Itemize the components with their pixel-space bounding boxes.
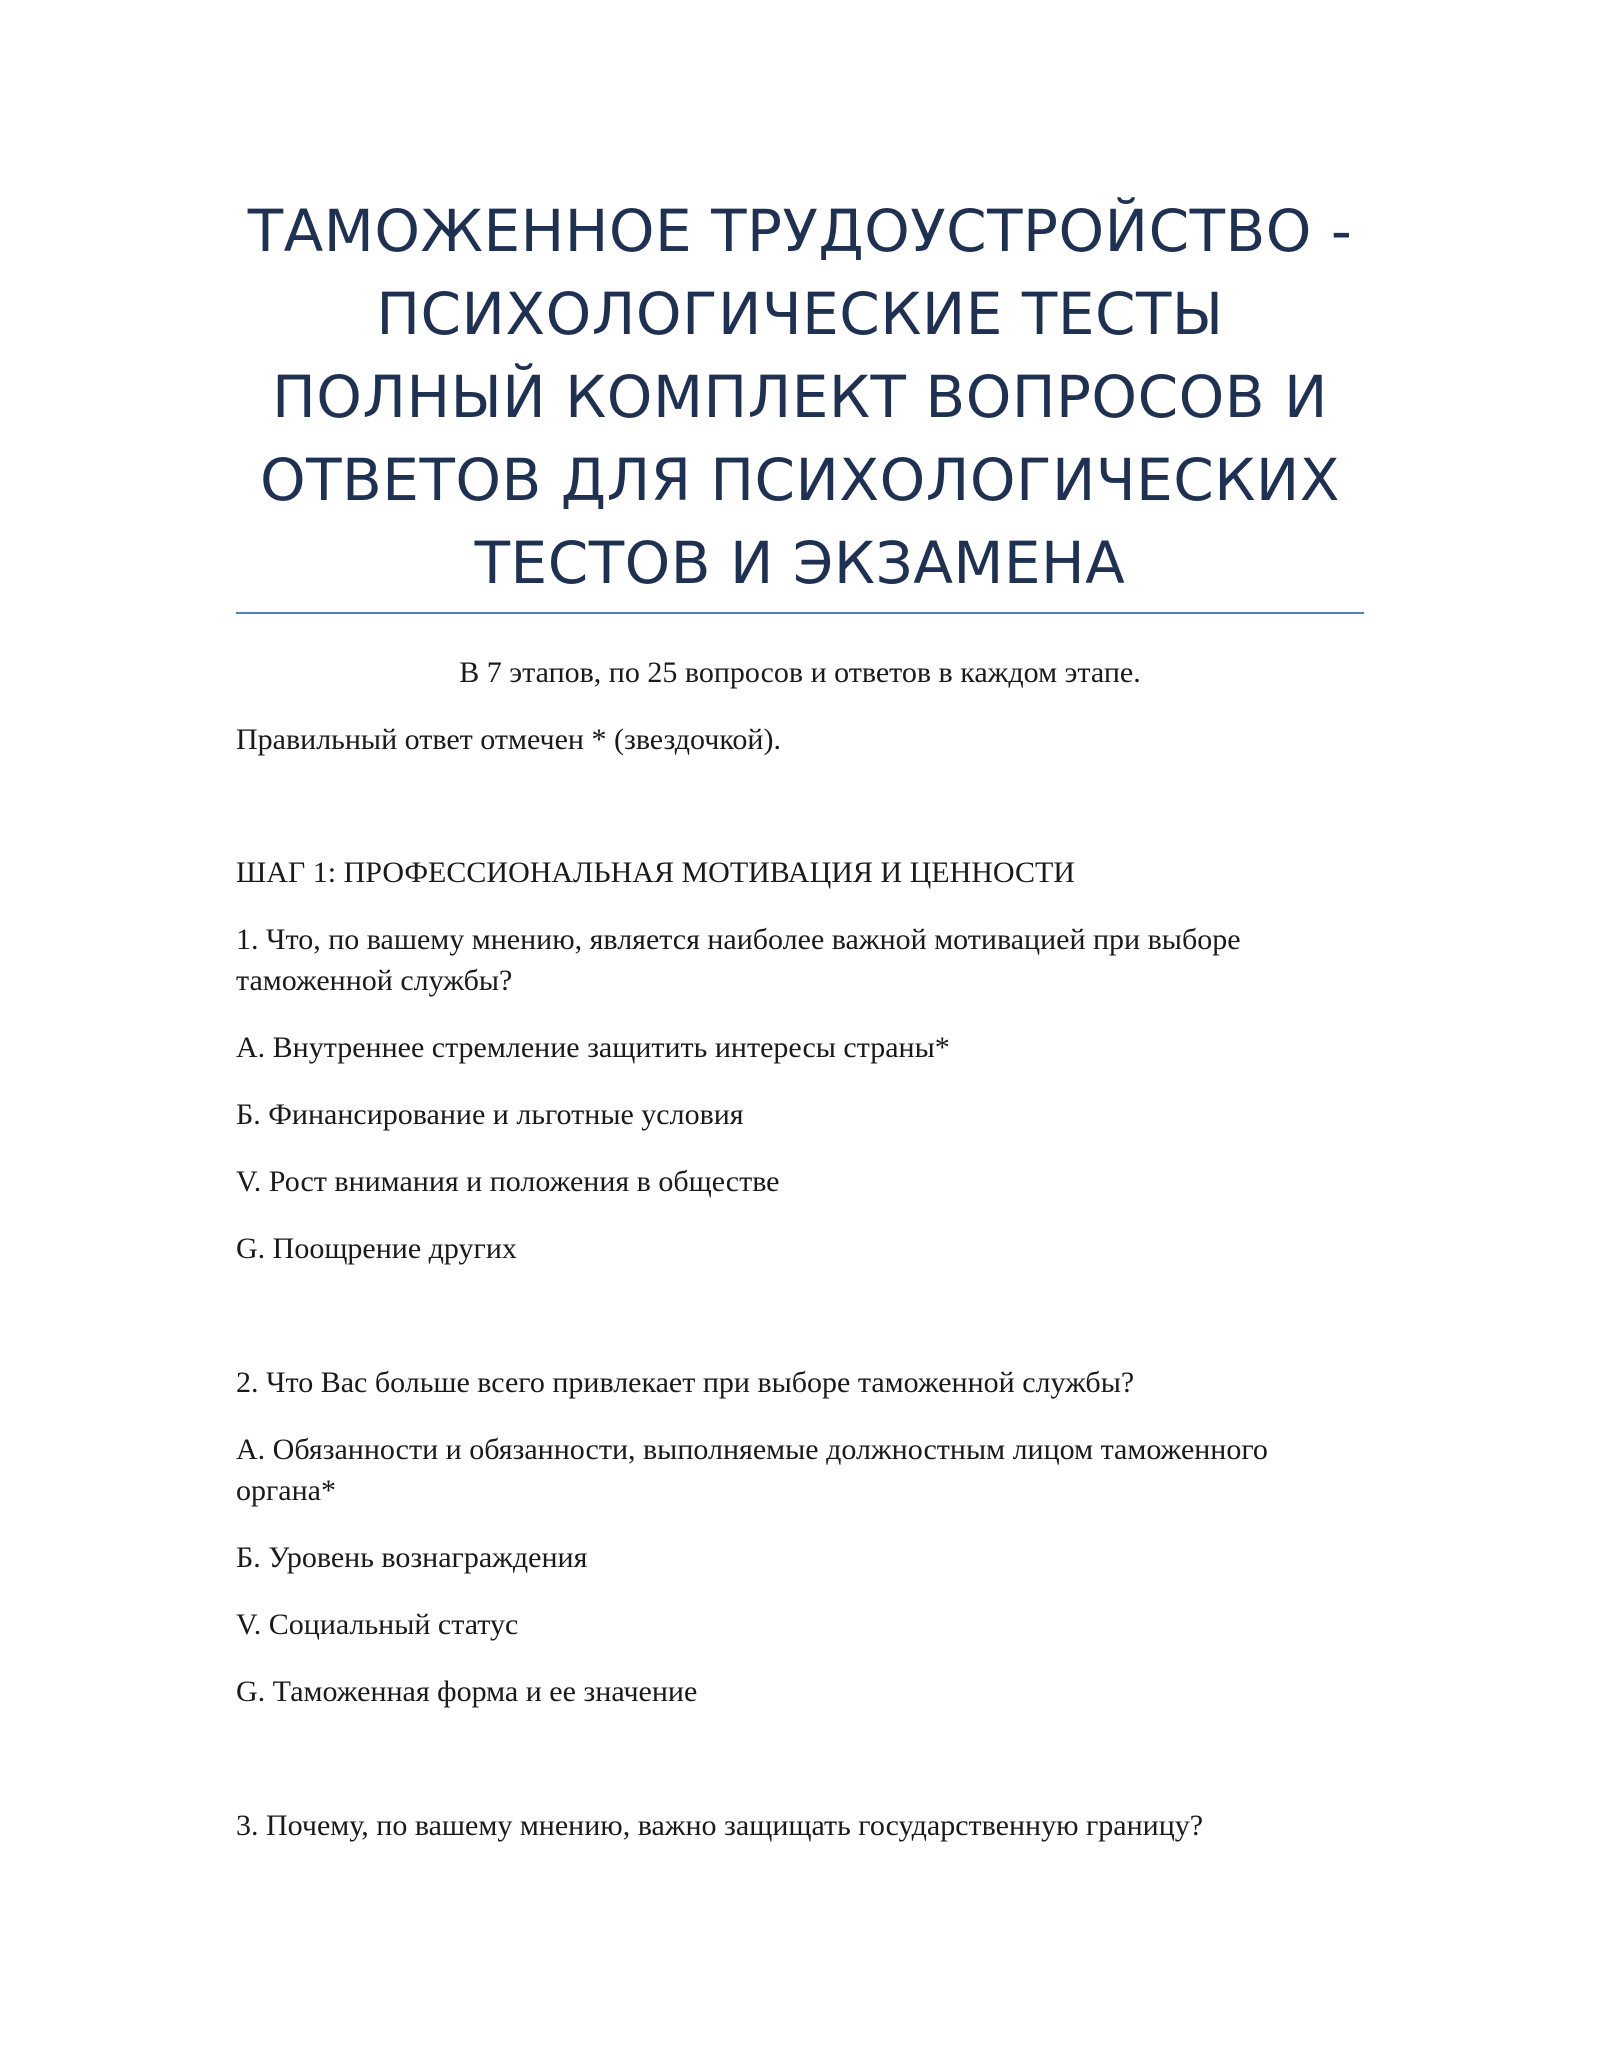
document-subtitle: В 7 этапов, по 25 вопросов и ответов в каждом этапе. bbox=[459, 656, 1141, 689]
title-divider bbox=[236, 612, 1364, 614]
answer-option: G. Таможенная форма и ее значение bbox=[236, 1675, 698, 1708]
answer-option: V. Социальный статус bbox=[236, 1608, 519, 1641]
answer-option: Б. Финансирование и льготные условия bbox=[236, 1098, 744, 1131]
answer-option: А. Внутреннее стремление защитить интересы страны* bbox=[236, 1031, 950, 1064]
answer-option: G. Поощрение других bbox=[236, 1232, 517, 1265]
question-text: 3. Почему, по вашему мнению, важно защищать государственную границу? bbox=[236, 1809, 1204, 1842]
title-line: ТАМОЖЕННОЕ ТРУДОУСТРОЙСТВО - bbox=[247, 197, 1353, 265]
question-text: 1. Что, по вашему мнению, является наиболее важной мотивацией при выборе таможенной службы? bbox=[236, 923, 1241, 997]
title-line: ПОЛНЫЙ КОМПЛЕКТ ВОПРОСОВ И bbox=[272, 363, 1328, 431]
question-text: 2. Что Вас больше всего привлекает при выборе таможенной службы? bbox=[236, 1366, 1135, 1399]
title-line: ОТВЕТОВ ДЛЯ ПСИХОЛОГИЧЕСКИХ bbox=[259, 446, 1341, 514]
step-heading: ШАГ 1: ПРОФЕССИОНАЛЬНАЯ МОТИВАЦИЯ И ЦЕННОСТИ bbox=[236, 856, 1075, 889]
answer-key-note: Правильный ответ отмечен * (звездочкой). bbox=[236, 723, 781, 756]
answer-option: V. Рост внимания и положения в обществе bbox=[236, 1165, 780, 1198]
title-line: ТЕСТОВ И ЭКЗАМЕНА bbox=[474, 529, 1126, 597]
answer-option: Б. Уровень вознаграждения bbox=[236, 1541, 588, 1574]
answer-option: А. Обязанности и обязанности, выполняемые должностным лицом таможенного органа* bbox=[236, 1433, 1268, 1507]
document-title bbox=[236, 190, 1364, 605]
title-line: ПСИХОЛОГИЧЕСКИЕ ТЕСТЫ bbox=[376, 280, 1224, 348]
